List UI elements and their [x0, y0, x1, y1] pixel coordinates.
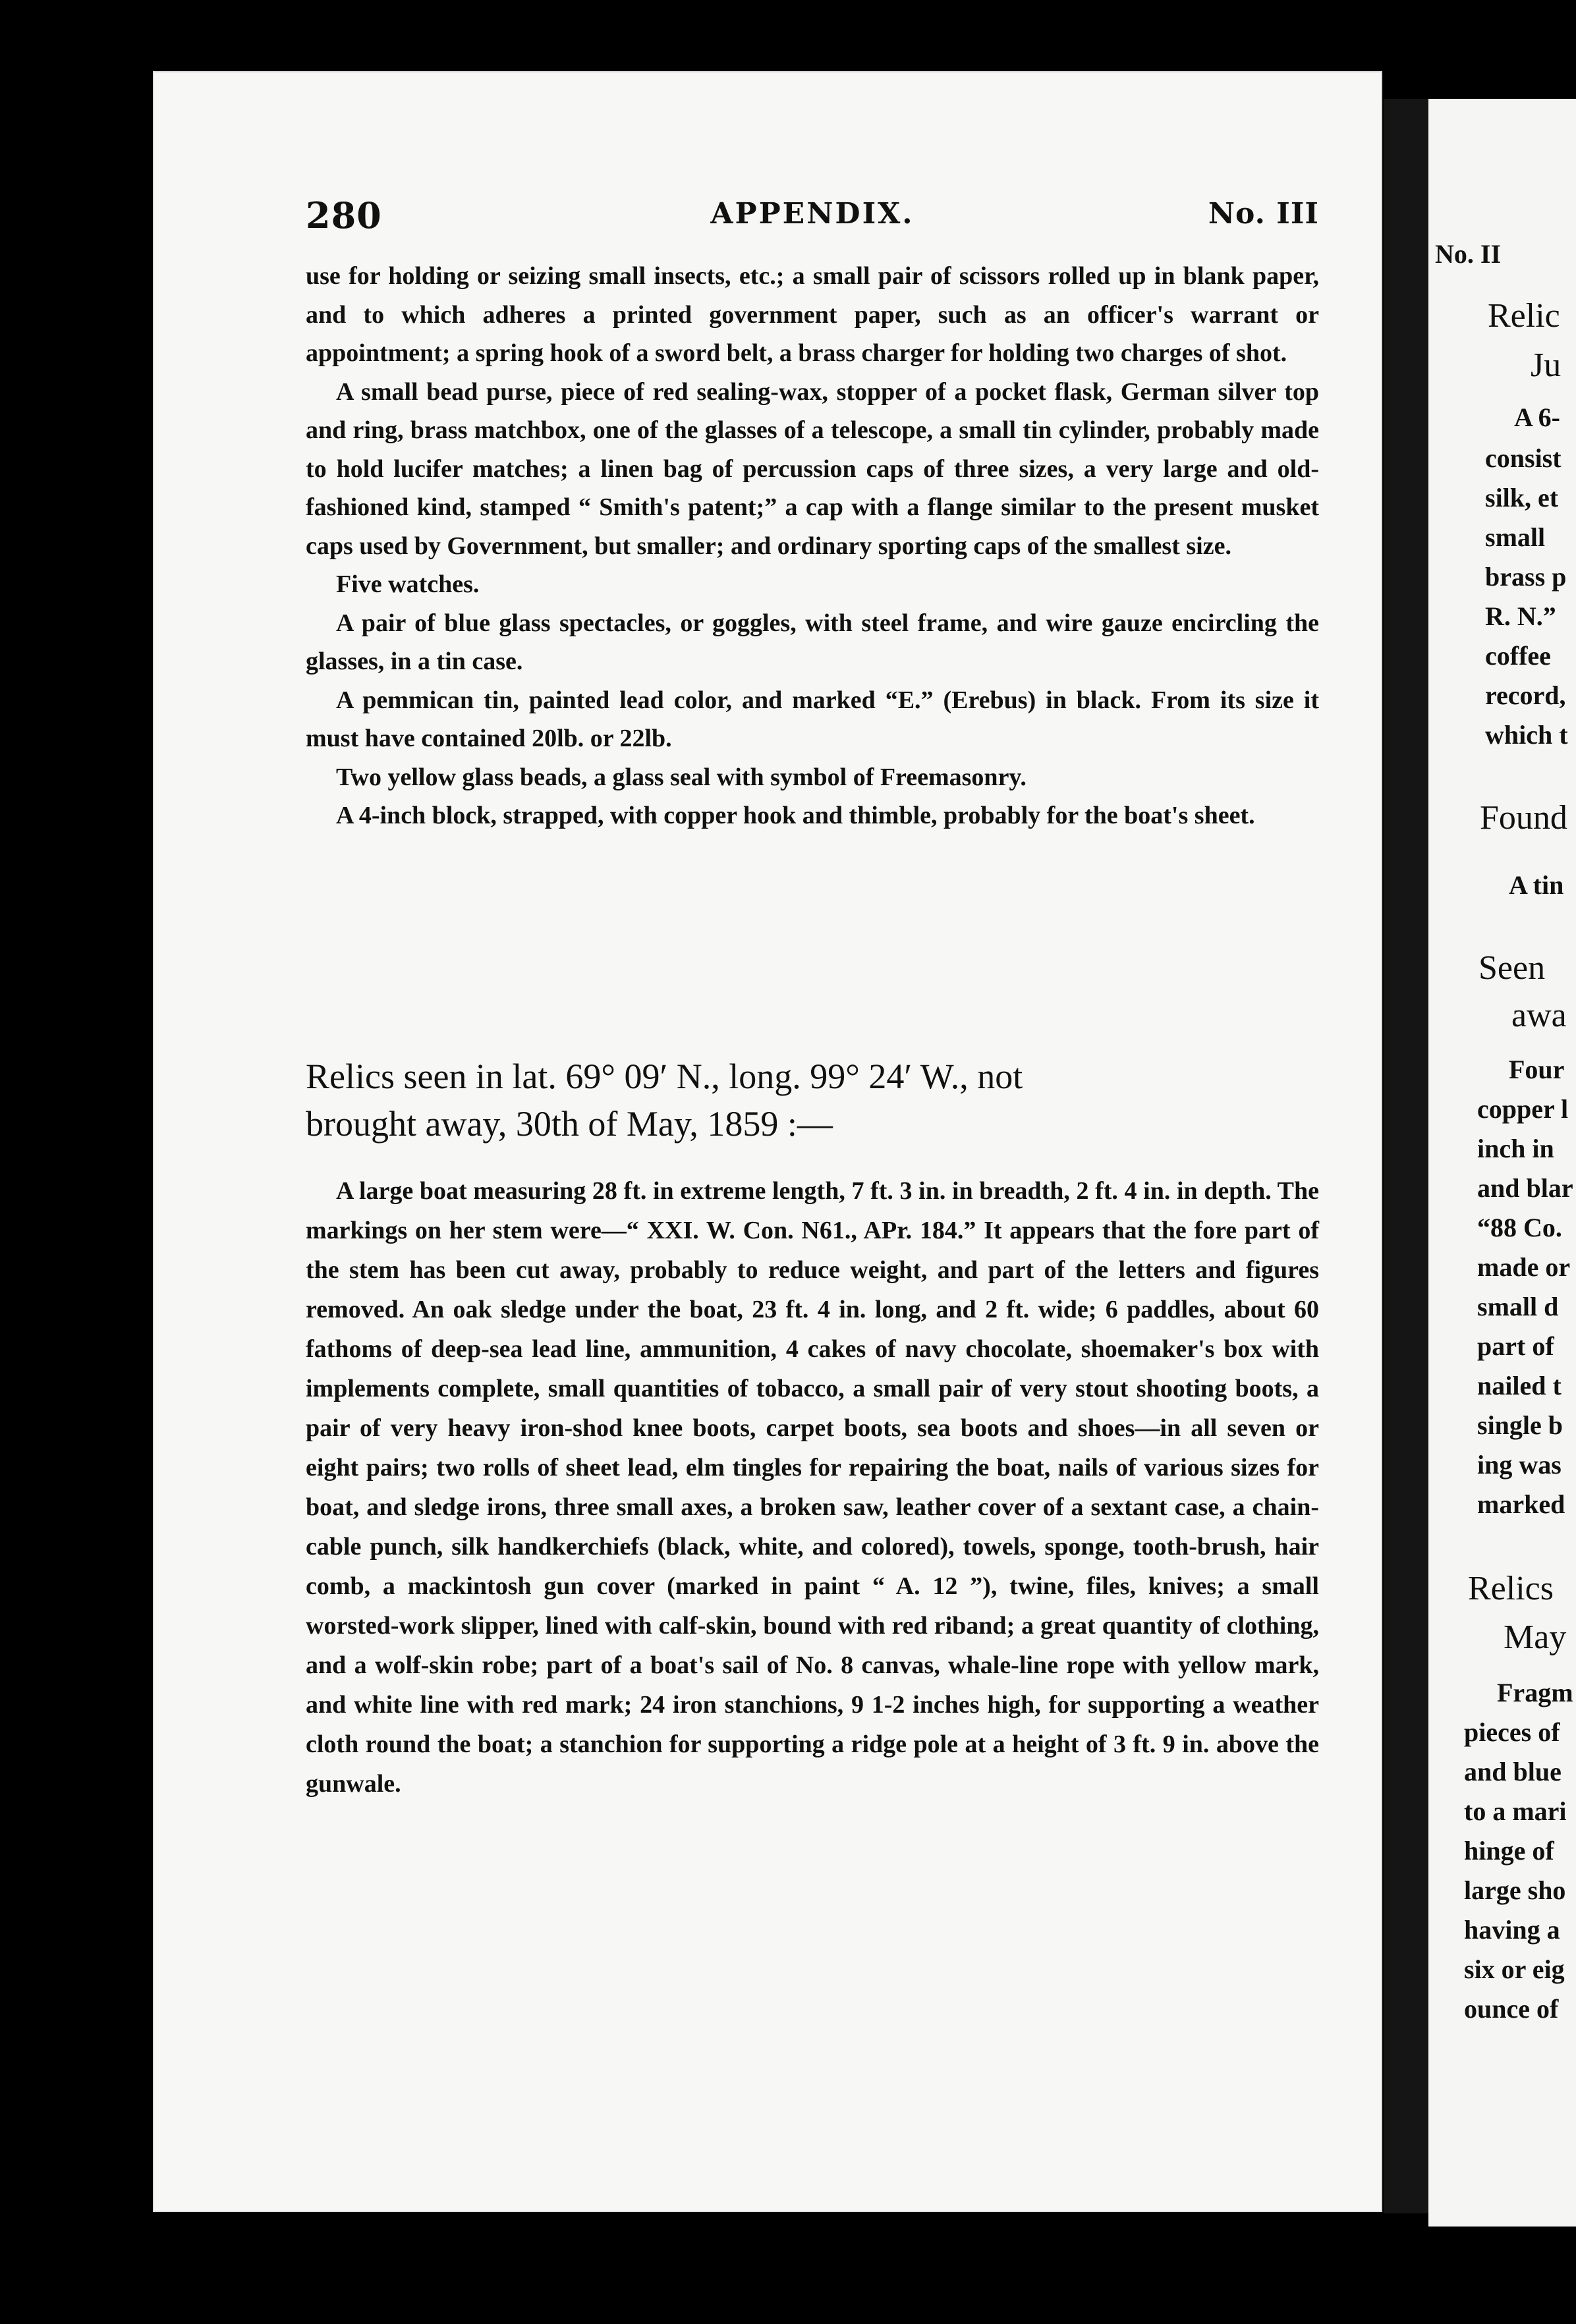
book-gutter	[1384, 99, 1428, 2213]
right-fragment-line: to a mari	[1464, 1796, 1567, 1826]
right-page-fragment	[1428, 99, 1576, 2227]
right-fragment-line: marked	[1477, 1489, 1565, 1519]
right-fragment-line: and blue	[1464, 1757, 1562, 1786]
right-fragment-line: copper l	[1477, 1094, 1569, 1124]
right-fragment-line: awa	[1511, 997, 1567, 1034]
right-fragment-line: small	[1485, 522, 1546, 552]
right-fragment-line: Four	[1509, 1055, 1565, 1084]
right-fragment-line: Relics	[1468, 1570, 1554, 1607]
right-fragment-line: No. II	[1435, 239, 1502, 269]
right-fragment-line: May	[1504, 1618, 1567, 1656]
right-fragment-line: and blar	[1477, 1173, 1573, 1203]
page-number: 280	[306, 194, 382, 236]
right-fragment-line: consist	[1485, 443, 1562, 473]
right-fragment-line: part of	[1477, 1331, 1554, 1361]
running-head: APPENDIX.	[710, 197, 915, 231]
paragraph: Two yellow glass beads, a glass seal with symbol of Freemasonry.	[336, 763, 1027, 791]
section-number: No. III	[1208, 197, 1319, 231]
right-fragment-line: A 6-	[1514, 402, 1560, 432]
right-fragment-line: R. N.”	[1485, 601, 1556, 631]
right-fragment-line: record,	[1485, 680, 1566, 710]
right-fragment-line: inch in	[1477, 1134, 1554, 1163]
right-fragment-line: having a	[1464, 1915, 1560, 1945]
right-fragment-line: pieces of	[1464, 1717, 1560, 1747]
right-fragment-line: coffee	[1485, 641, 1551, 671]
right-fragment-line: Seen	[1478, 949, 1546, 987]
right-fragment-line: six or eig	[1464, 1954, 1565, 1984]
right-fragment-line: hinge of	[1464, 1836, 1554, 1866]
heading-line: brought away, 30th of May, 1859 :—	[306, 1104, 833, 1144]
heading-line: Relics seen in lat. 69° 09′ N., long. 99° 24′ W., not	[306, 1057, 1023, 1096]
paragraph: A 4-inch block, strapped, with copper hook and thimble, probably for the boat's sheet.	[336, 802, 1255, 829]
right-fragment-line: Ju	[1531, 346, 1562, 384]
right-fragment-line: brass p	[1485, 562, 1567, 592]
right-fragment-line: “88 Co.	[1477, 1213, 1562, 1242]
paragraph: A small bead purse, piece of red sealing-wax, stopper of a pocket flask, German silver top and ring, brass matchbox, one of the glasses of a telescope, a small tin cylinder, probably made to hold lucifer matches; a linen bag of percussion caps of three sizes, a very large and old-fashioned kind, stamped “ Smith's patent;” a cap with a flange similar to the present musket caps used by Government, but smaller; and ordinary sporting caps of the smallest size.	[306, 377, 1319, 560]
text-block-top	[306, 257, 1319, 835]
right-fragment-line: A tin	[1509, 870, 1564, 900]
paragraph: A large boat measuring 28 ft. in extreme length, 7 ft. 3 in. in breadth, 2 ft. 4 in. in depth. The markings on her stem were—“ XXI. W. Con. N61., APr. 184.” It appears that the fore part of the stem has been cut away, probably to reduce weight, and part of the letters and figures removed. An oak sledge under the boat, 23 ft. 4 in. long, and 2 ft. wide; 6 paddles, about 60 fathoms of deep-sea lead line, ammunition, 4 cakes of navy chocolate, shoemaker's box with implements complete, small quantities of tobacco, a small pair of very stout shooting boots, a pair of very heavy iron-shod knee boots, carpet boots, sea boots and shoes—in all seven or eight pairs; two rolls of sheet lead, elm tingles for repairing the boat, nails of various sizes for boat, and sledge irons, three small axes, a broken saw, leather cover of a sextant case, a chain-cable punch, silk handkerchiefs (black, white, and colored), towels, sponge, tooth-brush, hair comb, a mackintosh gun cover (marked in paint “ A. 12 ”), twine, files, knives; a small worsted-work slipper, lined with calf-skin, bound with red riband; a great quantity of clothing, and a wolf-skin robe; part of a boat's sail of No. 8 canvas, whale-line rope with yellow mark, and white line with red mark; 24 iron stanchions, 9 1-2 inches high, for supporting a weather cloth round the boat; a stanchion for supporting a ridge pole at a height of 3 ft. 9 in. above the gunwale.	[306, 1177, 1319, 1798]
text-block-bottom	[306, 1171, 1319, 1804]
right-fragment-line: Fragm	[1497, 1678, 1573, 1707]
right-fragment-line: Relic	[1488, 297, 1560, 335]
right-fragment-line: ounce of	[1464, 1994, 1559, 2024]
right-fragment-line: nailed t	[1477, 1371, 1562, 1400]
paragraph: A pair of blue glass spectacles, or goggles, with steel frame, and wire gauze encircling the glasses, in a tin case.	[306, 609, 1319, 675]
right-fragment-line: single b	[1477, 1410, 1563, 1440]
right-fragment-line: ing was	[1477, 1450, 1562, 1480]
paragraph: Five watches.	[336, 570, 480, 598]
right-fragment-line: Found	[1480, 799, 1567, 837]
section-heading	[306, 1053, 1361, 1148]
right-fragment-line: silk, et	[1485, 483, 1559, 512]
right-fragment-line: made or	[1477, 1252, 1571, 1282]
right-fragment-line: small d	[1477, 1292, 1559, 1321]
paragraph: use for holding or seizing small insects, etc.; a small pair of scissors rolled up in blank paper, and to which adheres a printed government paper, such as an officer's warrant or appointment; a spring hook of a sword belt, a brass charger for holding two charges of shot.	[306, 262, 1319, 367]
right-fragment-line: large sho	[1464, 1875, 1566, 1905]
paragraph: A pemmican tin, painted lead color, and marked “E.” (Erebus) in black. From its size it must have contained 20lb. or 22lb.	[306, 686, 1319, 752]
right-fragment-line: which t	[1485, 720, 1568, 750]
page-header	[306, 194, 1319, 242]
